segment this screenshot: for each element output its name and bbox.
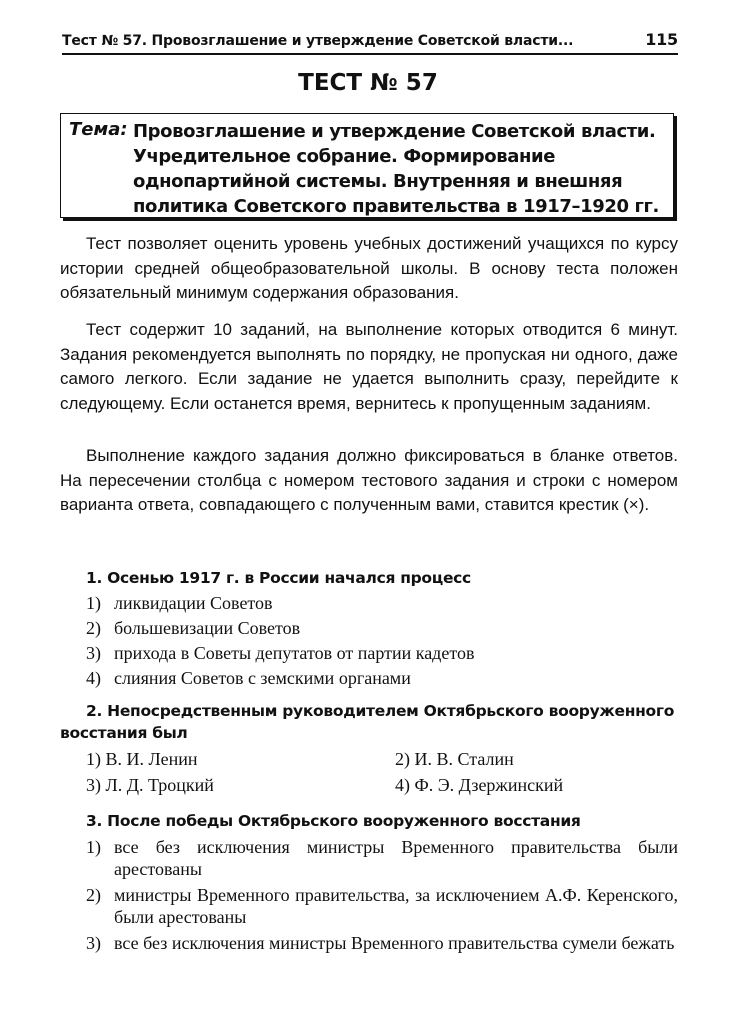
topic-label: Тема:	[69, 119, 128, 140]
running-title: Тест № 57. Провозглашение и утверждение Советской власти...	[62, 33, 574, 49]
question-2-option-2: 2) И. В. Сталин	[395, 749, 514, 769]
question-1-option-2: 2) большевизации Советов	[86, 618, 301, 638]
intro-paragraph-1: Тест позволяет оценить уровень учебных достижений учащихся по курсу истории средней общеобразовательной школы. В основу теста положен обязательный минимум содержания образования.	[60, 234, 678, 302]
question-1-option-1: 1) ликвидации Советов	[86, 593, 273, 613]
intro-paragraph-2: Тест содержит 10 заданий, на выполнение которых отводится 6 минут. Задания рекомендуется выполнять по порядку, не пропуская ни одного, даже самого легкого. Если задание не удается выполнить сразу, перейдите к следующему. Если останется время, вернитесь к пропущенным заданиям.	[60, 320, 678, 413]
question-2: 2. Непосредственным руководителем Октябрьского вооруженного восстания был	[60, 702, 675, 742]
topic-box	[60, 113, 674, 218]
topic-text: Провозглашение и утверждение Советской власти. Учредительное собрание. Формирование однопартийной системы. Внутренняя и внешняя политика Советского правительства в 1917–1920 гг.	[133, 121, 659, 217]
test-title: ТЕСТ № 57	[298, 70, 438, 96]
intro-paragraph-3: Выполнение каждого задания должно фиксироваться в бланке ответов. На пересечении столбца с номером тестового задания и строки с номером варианта ответа, совпадающего с полученным вами, ставится крестик (×).	[60, 446, 678, 514]
question-1-option-4: 4) слияния Советов с земскими органами	[86, 668, 411, 688]
question-2-option-3: 3) Л. Д. Троцкий	[86, 775, 214, 795]
question-3: 3. После победы Октябрьского вооруженного восстания	[86, 812, 581, 830]
page-number: 115	[645, 30, 678, 49]
question-3-option-3: 3) все без исключения министры Временного правительства сумели бежать	[86, 933, 675, 953]
question-3-option-2: 2) министры Временного правительства, за исключением А.Ф. Керенского, были арестованы	[86, 885, 678, 927]
running-header	[62, 30, 678, 55]
question-1: 1. Осенью 1917 г. в России начался процесс	[86, 569, 471, 587]
question-2-option-1: 1) В. И. Ленин	[86, 749, 198, 769]
question-1-option-3: 3) прихода в Советы депутатов от партии кадетов	[86, 643, 475, 663]
question-3-option-1: 1) все без исключения министры Временного правительства были арестованы	[86, 837, 678, 879]
question-2-option-4: 4) Ф. Э. Дзержинский	[395, 775, 564, 795]
